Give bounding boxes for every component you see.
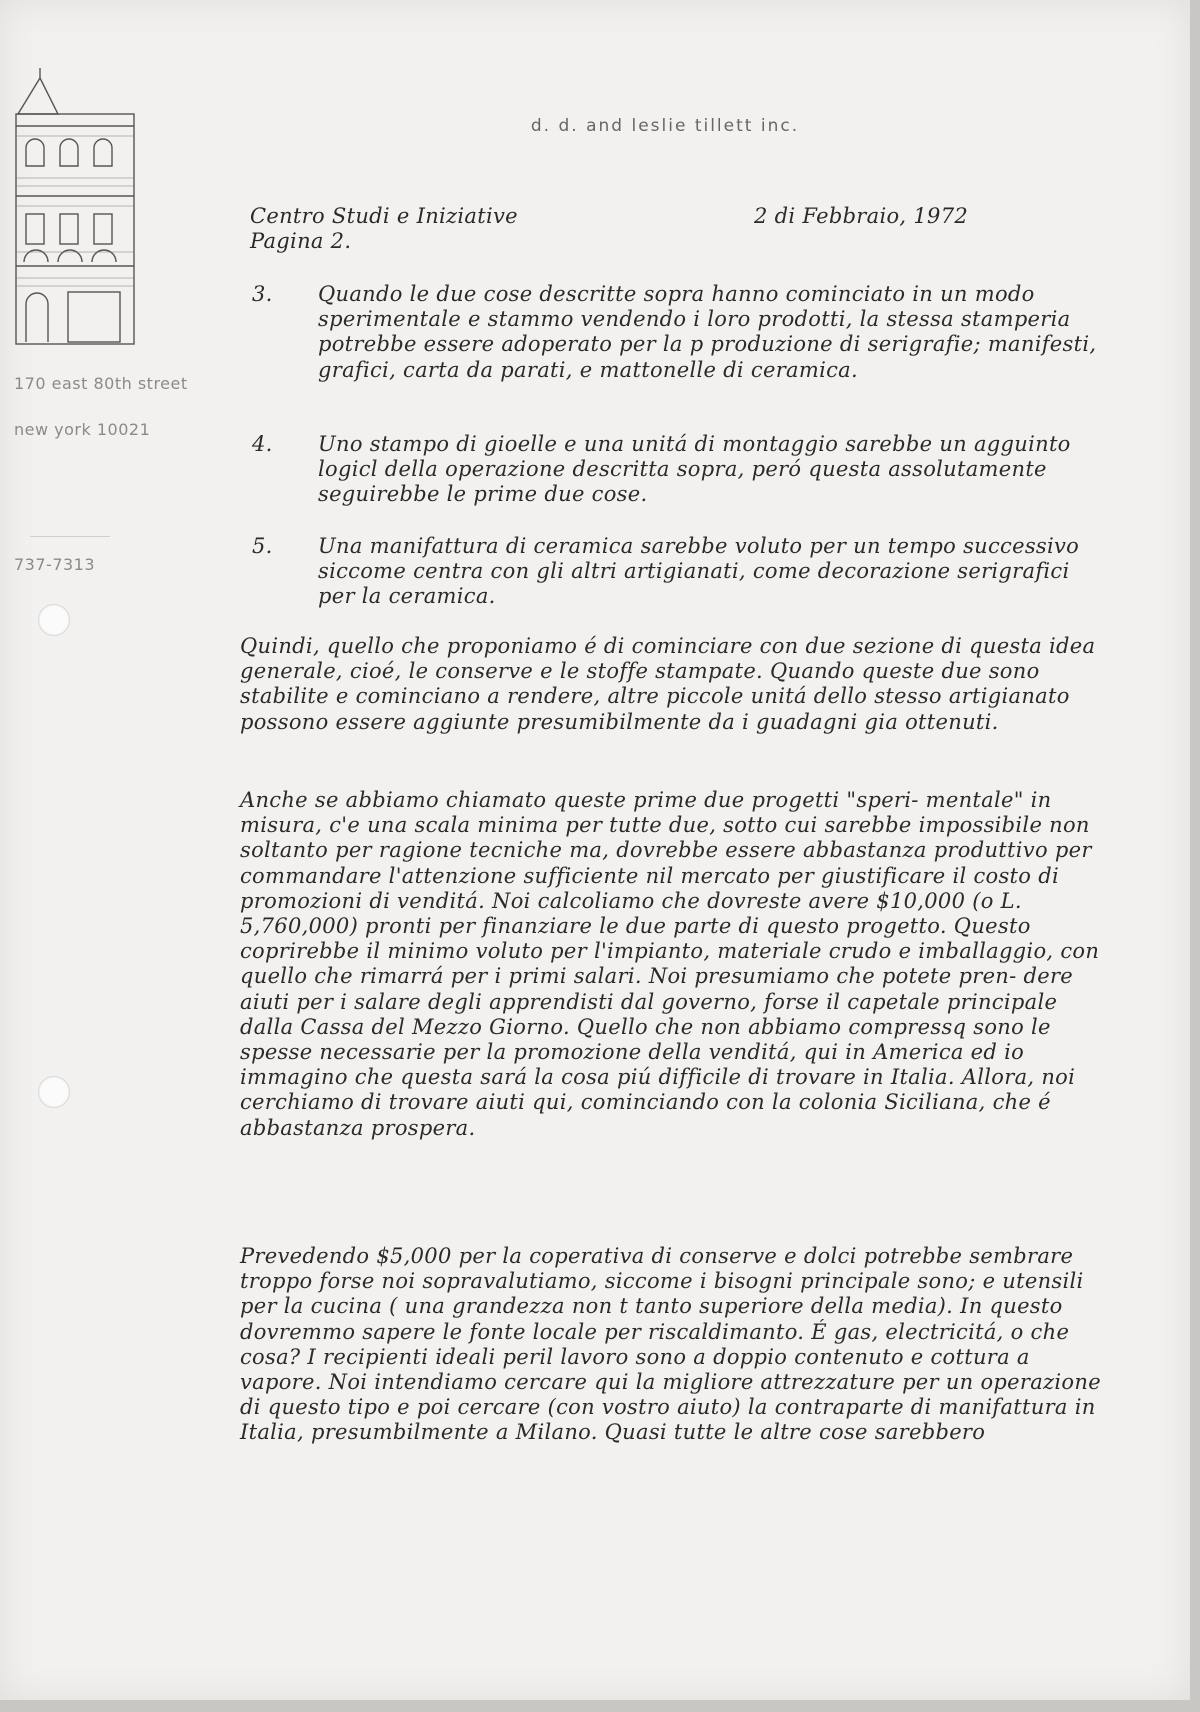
page-number: Pagina 2.	[250, 229, 352, 254]
address-street: 170 east 80th street	[14, 374, 188, 393]
list-item-number: 3.	[252, 282, 273, 306]
company-name: d. d. and leslie tillett inc.	[530, 116, 800, 136]
body-paragraph: Prevedendo $5,000 per la coperativa di conserve e dolci potrebbe sembrare troppo forse noi sopravalutiamo, siccome i bisogni principale sono; e utensili per la cucina ( una grandezza non t tanto superiore della media). In questo dovremmo sapere le fonte locale per riscaldimanto. É gas, electricitá, o che cosa? I recipienti ideali peril lavoro sono a doppio contenuto e cottura a vapore. Noi intendiamo cercare qui la migliore attrezzature per un operazione di questo tipo e poi cercare (con vostro aiuto) la contraparte di manifattura in Italia, presumbilmente a Milano. Quasi tutte le altre cose sarebbero	[240, 1244, 1101, 1445]
list-item-text: Una manifattura di ceramica sarebbe voluto per un tempo successivo siccome centra con gli altri artigianati, come decorazione serigrafici per la ceramica.	[318, 534, 1080, 609]
letter-date: 2 di Febbraio, 1972	[754, 204, 969, 228]
address-city: new york 10021	[14, 420, 151, 439]
divider	[30, 536, 110, 537]
body-paragraph: Anche se abbiamo chiamato queste prime due progetti "speri- mentale" in misura, c'e una scala minima per tutte due, sotto cui sarebbe impossibile non soltanto per ragione tecniche ma, dovrebbe essere abbastanza produttivo per commandare l'attenzione sufficiente nil mercato per giustificare il costo di promozioni di venditá. Noi calcoliamo che dovreste avere $10,000 (o L. 5,760,000) pronti per finanziare le due parte di questo progetto. Questo coprirebbe il minimo voluto per l'impianto, materiale crudo e imballaggio, con quello che rimarrá per i primi salari. Noi presumiamo che potete pren- dere aiuti per i salare degli apprendisti dal governo, forse il capetale principale dalla Cassa del Mezzo Giorno. Quello che non abbiamo compressq sono le spesse necessarie per la promozione della venditá, qui in America ed io immagino che questa sará la cosa piú difficile di trovare in Italia. Allora, noi cerchiamo di trovare aiuti qui, cominciando con la colonia Siciliana, che é abbastanza prospera.	[240, 788, 1100, 1140]
punch-hole	[38, 604, 70, 636]
list-item-number: 4.	[252, 432, 273, 456]
body-paragraph: Quindi, quello che proponiamo é di cominciare con due sezione di questa idea generale, cioé, le conserve e le stoffe stampate. Quando queste due sono stabilite e cominciano a rendere, altre piccole unitá dello stesso artigianato possono essere aggiunte presumibilmente da i guadagni gia ottenuti.	[240, 634, 1096, 734]
punch-hole	[38, 1076, 70, 1108]
phone-number: 737-7313	[14, 555, 96, 574]
list-item-number: 5.	[252, 534, 273, 558]
recipient-name: Centro Studi e Iniziative	[250, 204, 518, 228]
list-item-text: Uno stampo di gioelle e una unitá di montaggio sarebbe un agguinto logicl della operazione descritta sopra, peró questa assolutamente seguirebbe le prime due cose.	[318, 432, 1071, 507]
recipient-block	[250, 204, 650, 254]
townhouse-building-icon	[12, 66, 136, 348]
list-item-text: Quando le due cose descritte sopra hanno cominciato in un modo sperimentale e stammo vendendo i loro prodotti, la stessa stamperia potrebbe essere adoperato per la p produzione di serigrafie; manifesti, grafici, carta da parati, e mattonelle di ceramica.	[318, 282, 1097, 382]
